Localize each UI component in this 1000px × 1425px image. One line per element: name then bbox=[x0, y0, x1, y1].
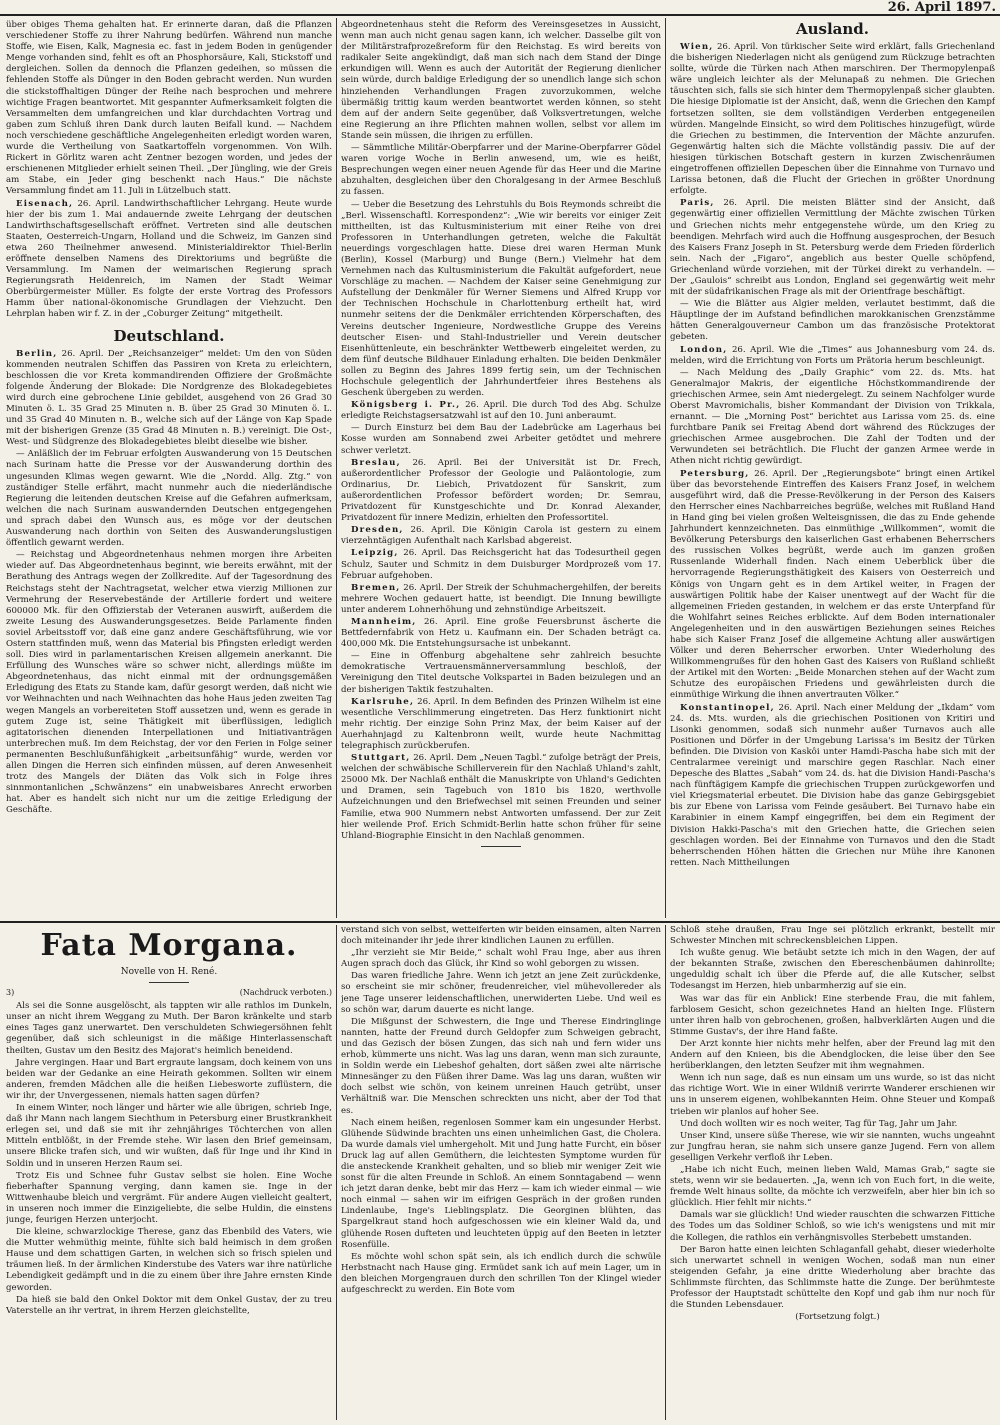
article-end-rule bbox=[481, 846, 521, 847]
article-petersburg: Petersburg, 26. April. Der „Regierungsbote“ bringt einen Artikel über das bevorstehende Eintreffen des Kaisers Franz Josef, in welchem ausgeführt wird, daß die Presse-Revölkerung in der Person des Kaisers den Herrscher eines Nachbarreiches begrüße, welches mit Rußland Hand in Hand ging bei vielen großen Welteisgnissen, die das zu Ende gehende Jahrhundert kennzeichneten. Das einmüthige „Willkommen“, womit die Bevölkerung Petersburgs den kaiserlichen Gast erhabenen Beherrschers des russischen Volkes begrüßt, werde auch im ganzen großen Russenlande Widerhall finden. Nach einem Ueberblick über die hervorragende Regierungsthätigkeit des Kaisers von Oesterreich und Königs von Ungarn geht es in dem Artikel weiter, in Fragen der auswärtigen Politik habe der Kaiser unentwegt auf der Wacht für die allgemeinen Frieden gestanden, in welchem er das erste Unterpfand für die Wohlfahrt seines Reiches erblickte. Auf dem Boden internationaler Angelegenheiten und in den auswärtigen Beziehungen seines Reiches habe sich Kaiser Franz Josef die allgemeine Achtung aller auswärtigen Völker und deren Beherrscher erworben. Unter Wiederholung des Willkommengrußes für den hohen Gast des Kaisers von Rußland schließt der Artikel mit den Worten: „Beide Monarchen stehen auf der Wacht zum Schutze des europäischen Friedens und gewährleisten durch die einmüthige Wirkung die ihnen anvertrauten Völker.“ bbox=[670, 468, 995, 701]
place-london: London, bbox=[680, 344, 728, 355]
title-rule bbox=[149, 982, 189, 983]
place-koenigsberg: Königsberg i. Pr., bbox=[351, 400, 461, 411]
place-eisenach: Eisenach, bbox=[16, 198, 74, 209]
story-paragraph: Damals war sie glücklich! Und wieder rauschten die schwarzen Fittiche des Todes um das Soldiner Schloß, so wie ich's wenigstens und mit mir die Kollegen, die rathlos ein verhängnisvolles Sterbebett umstanden. bbox=[670, 1210, 995, 1243]
place-berlin: Berlin, bbox=[16, 348, 58, 359]
feuilleton-divider-1 bbox=[336, 925, 337, 1420]
article-leipzig: Leipzig, 26. April. Das Reichsgericht hat das Todesurtheil gegen Schulz, Sauter und Schmitz in dem Duisburger Mordprozeß vom 17. Februar aufgehoben. bbox=[341, 548, 661, 581]
article-surinam: — Anläßlich der im Februar erfolgten Auswanderung von 15 Deutschen nach Surinam hatte die Presse vor der Auswanderung dorthin des ungesunden Klimas wegen gewarnt. Wie die „Nordd. Allg. Ztg.“ von zuständiger Stelle erfährt, macht nunmehr auch die niederländische Regierung die leitenden deutschen Kreise auf die Gefahren aufmerksam, welchen die nach Surinam auswandernden Deutschen entgegengehen und sprach dabei den Wunsch aus, es möge vor der deutschen Auswanderung nach dorthin von Seiten des Auswanderungslustigen öffentlich gewarnt werden. bbox=[6, 449, 332, 549]
story-paragraph: Ich wußte genug. Wie betäubt setzte ich mich in den Wagen, der auf der bekannten Straße, zwischen den Ebereschenbäumen dahinrollte; ungeduldig schalt ich über die Pferde auf, die alle Kutscher, selbst Todesangst im Herzen, hieb unbarmherzig auf sie ein. bbox=[670, 948, 995, 992]
column-1 bbox=[6, 20, 332, 915]
article-agriculture-lecture: über obiges Thema gehalten hat. Er erinnerte daran, daß die Pflanzen verschiedener Stoffe zu ihrer Nahrung bedürfen. Während nun manche Stoffe, wie Eisen, Kalk, Magnesia ec. fast in jedem Boden in genügender Menge vorhanden sind, fehlt es oft an Phosphorsäure, Kali, Stickstoff und dergleichen. Sollen da dennoch die Pflanzen gedeihen, so müssen die fehlenden Stoffe als Dünger in den Boden gebracht werden. Nun wurden die stickstoffhaltigen Dünger der Reihe nach besprochen und mehrere wichtige Fragen beantwortet. Mit gespannter Aufmerksamkeit folgten die Versammelten dem umfangreichen und klar durchdachten Vortrag und gaben zum Schluß ihren Dank durch lauten Beifall kund. — Nachdem noch verschiedene geschäftliche Angelegenheiten erledigt worden waren, wurde die Vertheilung von Saatkartoffeln vorgenommen. Von Wilh. Rickert in Görlitz waren acht Zentner bezogen worden, und jedes der erschienenen Mitglieder erhielt seinen Theil. „Der Jüngling, wie der Greis am Stabe, ein Jeder ging beschenkt nach Haus.“ Die nächste Versammlung findet am 11. Juli in Lützelbuch statt. bbox=[6, 20, 332, 197]
story-paragraph: Die Mißgunst der Schwestern, die Inge und Therese Eindringlinge nannten, hatte der Freund durch Geldopfer zum Schweigen gebracht, und das Gezisch der bösen Zungen, das sich nah und fern wider uns erhob, kümmerte uns nicht. Was lag uns daran, wenn man sich zuraunte, in Soldin werde ein Liebeshof gehalten, dort säßen zwei alte närrische Minnesänger zu den Füßen ihrer Dame. Was lag uns daran, wußten wir doch selbst wie schön, von keinem unreinen Hauch getrübt, unser Verhältniß war. Die Menschen schreckten uns nicht, aber der Tod that es. bbox=[341, 1016, 661, 1116]
article-paris: Paris, 26. April. Die meisten Blätter sind der Ansicht, daß gegenwärtig einer offiziellen Vermittlung der Mächte zwischen Türken und Griechen nichts mehr entgegenstehe würde, um den Krieg zu beendigen. Mehrfach wird auch die Hoffnung ausgesprochen, der Besuch des Kaisers Franz Joseph in St. Petersburg werde dem Frieden förderlich sein. Nach der „Figaro“, angeblich aus bester Quelle schöpfend, Griechenland würde vorziehen, mit der Türkei direkt zu verhandeln. — Der „Gaulois“ schreibt aus London, England sei gegenwärtig weit mehr mit der südafrikanischen Frage als mit der Orientfrage beschäftigt. bbox=[670, 198, 995, 298]
article-reichstag: — Reichstag und Abgeordnetenhaus nehmen morgen ihre Arbeiten wieder auf. Das Abgeordnetenhaus beginnt, wie bereits erwähnt, mit der Berathung des Antrags wegen der Zollkredite. Auf der Tagesordnung des Reichstags steht der Nachtragsetat, welcher etwa vierzig Millionen zur Vermehrung der Reservebestände der Artillerie fordert und weitere 600000 Mk. für den Offizierstab der Veteranen auswirft, außerdem die zweite Lesung des Auswanderungsgesetzes. Beide Parlamente finden soviel Arbeitsstoff vor, daß eine ganz andere Geschäftsführung, wie vor Ostern stattfinden muß, wenn das Material bis Pfingsten erledigt werden soll. Dies wird in parlamentarischen Kreisen allgemein anerkannt. Die Erfüllung des Wunsches wäre so schwer nicht, allerdings müßte im Abgeordnetenhaus, das nicht einmal mit der ordnungsgemäßen Erledigung des Etats zu Stande kam, dafür gesorgt werden, daß nicht wie vor Weihnachten und nach Weihnachten das hohe Haus jeden zweiten Tag wegen Mangels an vorbereiteten Stoff aussetzen und, wenn es gerade in gutem Zuge ist, seine Thätigkeit mit überflüssigen, lediglich agitatorischen dienenden Interpellationen und Initiativanträgen unterbrechen muß. Im dem Reichstag, der vor den Ferien in Folge seiner permanenten Beschlußunfähigkeit „arbeitsunfähig“ wurde, werden vor allen Dingen die Herren sich einfinden müssen, auf deren Anwesenheit trotz des Mangels der Diäten das Volk sich in Folge ihres sinnmontanlichen „Schwänzens“ ein unabweisbares Anrecht erworben hat. Aber es handelt sich nicht nur um die zeitige Erledigung der Geschäfte. bbox=[6, 550, 332, 816]
column-divider-2 bbox=[665, 18, 666, 918]
story-paragraph: Nach einem heißen, regenlosen Sommer kam ein ungesunder Herbst. Glühende Südwinde brachten uns einen unheimlichen Gast, die Cholera. Da wurde damals viel umhergeholt. Mit und Jung hatte Furcht, ein böser Druck lag auf allen Gemüthern, die leichtesten Symptome wurden für die ansteckende Krankheit gehalten, und so blieb mir weniger Zeit wie sonst für die alten Freunde in Schloß. An einem Sonntagabend — wenn ich jetzt daran denke, bebt mir das Herz — kam ich wieder einmal — wie noch einmal — sahen wir im eifrigen Gespräch in der großen runden Lindenlaube, Inge's Lieblingsplatz. Die Georginen blühten, das Spargelkraut stand hoch aufgeschossen wie ein kleiner Wald da, und glühende Rosen dufteten und leuchteten üppig auf den Beeten in letzter Rosenfülle. bbox=[341, 1117, 661, 1250]
article-berlin-blokade: Berlin, 26. April. Der „Reichsanzeiger“ meldet: Um den von Süden kommenden neutralen Schiffen das Passiren von Kreta zu erleichtern, beschlossen die vor Kreta kommandirenden Offiziere der Großmächte folgende Änderung der Blokade: Die Nordgrenze des Blokadegebietes wird durch eine gebrochene Linie gebildet, ausgehend von 26 Grad 30 Minuten ö. L. 35 Grad 25 Minuten n. B. über 25 Grad 30 Minuten ö. L. und 35 Grad 40 Minuten n. B., welche sich auf der Länge von Kap Spade mit der bisherigen Grenze (35 Grad 48 Minuten n. B.) vereinigt. Die Ost-, West- und Südgrenze des Blokadegebietes bleibt dieselbe wie bisher. bbox=[6, 348, 332, 448]
story-paragraph: verstand sich von selbst, wetteiferten wir beiden einsamen, alten Narren doch miteinander ihr jede ihrer kindlichen Launen zu erfüllen. bbox=[341, 925, 661, 947]
place-stuttgart: Stuttgart, bbox=[351, 753, 411, 764]
article-breslau: Breslau, 26. April. Bei der Universität ist Dr. Frech, außerordentlicher Professor der Geologie und Paläontologie, zum Ordinarius, Dr. Liebich, Privatdozent für Sanskrit, zum außerordentlichen Professor befördert worden; Dr. Semrau, Privatdozent für Kunstgeschichte und Dr. Konrad Alexander, Privatdozent für innere Medizin, erhielten den Professortitel. bbox=[341, 457, 661, 524]
place-leipzig: Leipzig, bbox=[351, 548, 399, 559]
place-karlsruhe: Karlsruhe, bbox=[351, 696, 415, 707]
feuilleton-column-2 bbox=[341, 925, 661, 1420]
section-heading-ausland: Ausland. bbox=[795, 20, 870, 38]
article-dresden: Dresden, 26. April. Die Königin Carola ist gestern zu einem vierzehntägigen Aufenthalt nach Karlsbad abgereist. bbox=[341, 525, 661, 547]
article-vereinsgesetz: Abgeordnetenhaus steht die Reform des Vereinsgesetzes in Aussicht, wenn man auch nicht genau sagen kann, ich welcher. Dasselbe gilt von der Militärstrafprozeßreform für den Reichstag. Es wird bereits von radikaler Seite angekündigt, daß man sich nach dem Stand der Dinge erkundigen will. Wenn es auch der Autorität der Regierung dienlicher sein würde, durch baldige Erledigung der so unendlich lange sich schon hinziehenden Verhandlungen Fragen zuvorzukommen, welche übermäßig trittig kaum werden beantwortet werden können, so steht dem auf der andern Seite gegenüber, daß Volksvertretungen, welche eine Regierung an ihre Pflichten mahnen wollen, selbst vor allem im Stande sein müssen, die ihrigen zu erfüllen. bbox=[341, 20, 661, 141]
feuilleton-column-1 bbox=[6, 925, 332, 1420]
article-wien: Wien, 26. April. Von türkischer Seite wird erklärt, falls Griechenland die bisherigen Niederlagen nicht als genügend zum Rückzuge betrachten sollte, würde die Türken nach Athen marschiren. Der Thermopylenpaß wäre ungleich leichter als der Melunapaß zu nehmen. Die Griechen täuschten sich, falls sie sich hinter dem Thermopylenpaß sicher glaubten. Die hiesige Diplomatie ist der Ansicht, daß, wenn die Griechen den Kampf fortsetzen sollten, sie dem vollständigen Verderben entgegeneilen würden. Mangelnde Einsicht, so wird dem Politisches hinzugefügt, würde die Griechen zu bestimmen, die Intervention der Mächte anzurufen. Gegenwärtig halten sich die Mächte vollständig passiv. Die auf der hiesigen türkischen Botschaft gestern in kurzen Zwischenräumen eingetroffenen offiziellen Depeschen über die Einnahme von Turnavo und Larissa betonen, daß die Flucht der Griechen in größter Unordnung erfolgte. bbox=[670, 42, 995, 197]
article-daily-graphic: — Nach Meldung des „Daily Graphic“ vom 22. ds. Mts. hat Generalmajor Makris, der eigentliche Höchstkommandirende der griechischen Armee, sein Amt niedergelegt. Zu seinem Nachfolger wurde Oberst Mavromichalis, bisher Kommandant der Division von Trikkala, ernannt. — Die „Morning Post“ berichtet aus Larissa vom 25. ds. eine furchtbare Panik sei Freitag Abend dort während des Rückzuges der griechischen Armee ausgebrochen. Die Zahl der Todten und der Verwundeten sei beträchtlich. Die Flucht der ganzen Armee werde in Athen nicht richtig gewürdigt. bbox=[670, 367, 995, 467]
story-paragraph: Der Arzt konnte hier nichts mehr helfen, aber der Freund lag mit den Andern auf den Knieen, bis die Abendglocken, die leise über den See herüberklangen, den letzten Seufzer mit ihm wegnahmen. bbox=[670, 1038, 995, 1072]
story-paragraph: Da hieß sie bald den Onkel Doktor mit dem Onkel Gustav, der zu treu Vaterstelle an ihr vertrat, in ihrem Herzen gleichstellte, bbox=[6, 1294, 332, 1316]
article-offenburg: — Eine in Offenburg abgehaltene sehr zahlreich besuchte demokratische Vertrauensmännerversammlung beschloß, der Vereinigung den Titel deutsche Volkspartei in Baden beizulegen und an der bisherigen Taktik festzuhalten. bbox=[341, 651, 661, 695]
place-mannheim: Mannheim, bbox=[351, 616, 417, 627]
place-paris: Paris, bbox=[680, 198, 715, 209]
article-karlsruhe: Karlsruhe, 26. April. In dem Befinden des Prinzen Wilhelm ist eine wesentliche Verschlimmerung eingetreten. Das Herz funktionirt nicht mehr richtig. Der einzige Sohn Prinz Max, der beim Kaiser auf der Auerhahnjagd zu Kaltenbronn weilt, wurde heute Nachmittag telegraphisch zurückberufen. bbox=[341, 696, 661, 751]
story-paragraph: Unser Kind, unsere süße Therese, wie wir sie nannten, wuchs ungeahnt zur Jungfrau heran, sie nahm sich unsere ganze Jugend. Fern von allem geselligen Verkehr verfloß ihr Leben. bbox=[670, 1130, 995, 1163]
article-london: London, 26. April. Wie die „Times“ aus Johannesburg vom 24. ds. melden, wird die Errichtung von Forts um Prätoria herum beschleunigt. bbox=[670, 344, 995, 366]
place-dresden: Dresden, bbox=[351, 525, 404, 536]
article-mannheim: Mannheim, 26. April. Eine große Feuersbrunst äscherte die Bettfedernfabrik von Hetz u. Kaufmann ein. Der Schaden beträgt ca. 400,000 Mk. Die Entstehungsursache ist unbekannt. bbox=[341, 616, 661, 650]
place-petersburg: Petersburg, bbox=[680, 468, 750, 479]
article-ladebruecke: — Durch Einsturz bei dem Bau der Ladebrücke am Lagerhaus bei Kosse wurden am Sonnabend zwei Arbeiter getödtet und mehrere schwer verletzt. bbox=[341, 423, 661, 456]
story-paragraph: Schloß stehe draußen, Frau Inge sei plötzlich erkrankt, bestellt mir Schwester Minchen mit schreckensbleichen Lippen. bbox=[670, 925, 995, 947]
story-paragraph: „Habe ich nicht Euch, meinen lieben Wald, Mamas Grab,“ sagte sie stets, wenn wir sie bedauerten. „Ja, wenn ich von Euch fort, in die weite, fremde Welt hinaus sollte, da möchte ich verzweifeln, aber hier bin ich so glücklich. Hier fehlt mir nichts.“ bbox=[670, 1164, 995, 1209]
place-breslau: Breslau, bbox=[351, 457, 401, 468]
place-bremen: Bremen, bbox=[351, 582, 401, 593]
place-wien: Wien, bbox=[680, 42, 714, 52]
installment-meta bbox=[6, 987, 332, 998]
place-konstantinopel: Konstantinopel, bbox=[680, 702, 775, 713]
reprint-notice: (Nachdruck verboten.) bbox=[239, 988, 332, 998]
article-lehrstuhl: — Ueber die Besetzung des Lehrstuhls du Bois Reymonds schreibt die „Berl. Wissenschaftl. Korrespondenz“: „Wie wir bereits vor einiger Zeit mittheilten, ist das Kultusministerium mit einer Reihe von drei Professoren in Unterhandlungen getreten, welche die Fakultät neuerdings vorgeschlagen hatte. Diese drei waren Herman Munk (Berlin), Kossel (Marburg) und Bunge (Bern.) Vielmehr hat dem Vernehmen nach das Kultusministerium die Fakultät aufgefordert, neue Vorschläge zu machen. — Nachdem der Kaiser seine Genehmigung zur Aufstellung der Denkmäler für Werner Siemens und Alfred Krupp vor der Technischen Hochschule in Charlottenburg ertheilt hat, wird nunmehr seitens der die Denkmäler errichtenden Körperschaften, des Vereins deutscher Ingenieure, Nordwestliche Gruppe des Vereins deutscher Eisen- und Stahl-Industrieller und Verein deutscher Eisenhüttenleute, ein beschränkter Wettbewerb eingeleitet werden, zu dem fünf deutsche Bildhauer Einladung erhalten. Die beiden Denkmäler sollen zu Beginn des Jahres 1899 fertig sein, um der Technischen Hochschule gelegentlich der Jahrhundertfeier ihres Bestehens als Geschenk übergeben zu werden. bbox=[341, 199, 661, 399]
column-2 bbox=[341, 20, 661, 915]
story-paragraph: Trotz Eis und Schnee fuhr Gustav selbst sie holen. Eine Woche fieberhafter Spannung verging, dann kamen sie. Inge in der Wittwenhaube bleich und vergrämt. Für andere Augen vielleicht gealtert, in unseren noch immer die Einzigeliebte, die selbe Huldin, die einstens junge, feurigen Herzen unterjocht. bbox=[6, 1170, 332, 1225]
article-militaer-oberpfarrer: — Sämmtliche Militär-Oberpfarrer und der Marine-Oberpfarrer Gödel waren vorige Woche in Berlin anwesend, um, wie es heißt, Besprechungen wegen einer neuen Agende für das Heer und die Marine abzuhalten, desgleichen über den Choralgesang in der Armee Beschluß zu fassen. bbox=[341, 143, 661, 198]
story-paragraph: Jahre vergingen. Haar und Bart ergraute langsam, doch keinem von uns beiden war der Gedanke an eine Heirath gekommen. Sollten wir einem anderen, fremden Mädchen alle die heißen Liebesworte zuflüstern, die wir ihr, der Unvergessenen, niemals hatten sagen dürfen? bbox=[6, 1057, 332, 1101]
column-divider-1 bbox=[336, 18, 337, 918]
story-paragraph: Der Baron hatte einen leichten Schlaganfall gehabt, dieser wiederholte sich unerwartet schnell in wenigen Wochen, sodaß man nun einer steigenden Gefahr, ja eine dritte Wiederholung aber brachte das Schlimmste fürchten, das Schlimmste hatte die Zunge. Der berühmteste Professor der Hauptstadt schüttelte den Kopf und gab ihm nur noch für die Stunden Lebensdauer. bbox=[670, 1244, 995, 1311]
story-paragraph: Wenn ich nun sage, daß es nun einsam um uns wurde, so ist das nicht das richtige Wort. Wie in einer Wildniß verirrte Wanderer erschienen wir uns in unserem eigenen, wohlbekannten Heim. Ohne Steuer und Kompaß trieben wir planlos auf hoher See. bbox=[670, 1073, 995, 1117]
story-paragraph: Als sei die Sonne ausgelöscht, als tappten wir alle rathlos im Dunkeln, unser an nicht ihrem Weggang zu Muth. Der Baron kränkelte und starb eines Tages ganz unerwartet. Den verschuldeten Schwiegersöhnen fehlt gegenüber, daß sich schleunigst in die mäßige Hinterlassenschaft theilten, Gustav um den Besitz des Majorat's heimlich beneidend. bbox=[6, 1001, 332, 1056]
story-paragraph: Und doch wollten wir es noch weiter, Tag für Tag, Jahr um Jahr. bbox=[680, 1118, 958, 1129]
continuation-note: (Fortsetzung folgt.) bbox=[795, 1312, 880, 1323]
feuilleton-column-3 bbox=[670, 925, 995, 1420]
feuilleton-divider-2 bbox=[665, 925, 666, 1420]
article-algier: — Wie die Blätter aus Algier melden, verlautet bestimmt, daß die Häuptlinge der im Aufstand befindlichen marokkanischen Grenzstämme hätten Generalgouverneur Cambon um das französische Protektorat gebeten. bbox=[670, 299, 995, 343]
article-bremen: Bremen, 26. April. Der Streik der Schuhmachergehilfen, der bereits mehrere Wochen gedauert hatte, ist beendigt. Die Innung bewilligte unter anderem Lohnerhöhung und zehnstündige Arbeitszeit. bbox=[341, 582, 661, 615]
article-konstantinopel: Konstantinopel, 26. April. Nach einer Meldung der „Ikdam“ vom 24. ds. Mts. wurden, als die griechischen Positionen von Kritiri und Lisonki genommen, sodaß sich nunmehr außer Turnavos auch alle Positionen und Dörfer in der Umgebung Larissa's im Besitz der Türken befinden. Die Division von Kaskôi unter Hamdi-Pascha habe sich mit der Centralarmee vereinigt und marschire gegen Raschlar. Nach einer Depesche des Blattes „Sabah“ vom 24. ds. hat die Division Handi-Pascha's nach fünftägigem Kampfe die griechischen Truppen zurückgeworfen und viel Kriegsmaterial erbeutet. Die Division habe das ganze Gebirgsgebiet bis zur Ebene von Larissa vom Feinde gesäubert. Bei Turnavo habe ein Karabinier in einem Kampf eingegriffen, bei dem ein Regiment der Division Hakki-Pascha's mit den Griechen hatte, die Griechen seien geschlagen worden. Bei der Einnahme von Turnavos und den die Stadt beherrschenden Höhen hätten die Griechen nur Mühe ihre Kanonen retten. Nach Mittheilungen bbox=[670, 702, 995, 868]
article-koenigsberg: Königsberg i. Pr., 26. April. Die durch Tod des Abg. Schulze erledigte Reichstagsersatzwahl ist auf den 10. Juni anberaumt. bbox=[341, 400, 661, 422]
article-stuttgart: Stuttgart, 26. April. Dem „Neuen Tagbl.“ zufolge beträgt der Preis, welchen der schwäbische Schillerverein für den Nachlaß Uhland's zahlt, 25000 Mk. Der Nachlaß enthält die Manuskripte von Uhland's Gedichten und Dramen, sein Tagebuch von 1810 bis 1820, werthvolle Aufzeichnungen und den Briefwechsel mit seinen Freunden und seiner Familie, etwa 900 Nummern nebst Antworten umfassend. Der zur Zeit hier weilende Prof. Erich Schmidt-Berlin hatte schon früher für seine Uhland-Biographie Einsicht in den Nachlaß genommen. bbox=[341, 753, 661, 841]
installment-number: 3) bbox=[6, 988, 15, 998]
story-paragraph: In einem Winter, noch länger und härter wie alle übrigen, schrieb Inge, daß ihr Mann nach langem Siechthum in Petersburg einer Brustkrankheit erlegen sei, und daß sie mit ihr zehnjähriges Töchterchen von allen Mitteln entblößt, in der Fremde stehe. Wir lasen den Brief gemeinsam, unsere Blicke trafen sich, und wir wußten, daß für Inge und ihr Kind in Soldin und in unseren Herzen Raum sei. bbox=[6, 1103, 332, 1169]
story-paragraph: Es möchte wohl schon spät sein, als ich endlich durch die schwüle Herbstnacht nach Hause ging. Ermüdet sank ich auf mein Lager, um in den bleichen Morgengrauen durch den schrillen Ton der Klingel wieder aufgeschreckt zu werden. Ein Bote vom bbox=[341, 1251, 661, 1295]
story-paragraph: Die kleine, schwarzlockige Therese, ganz das Ebenbild des Vaters, wie die Mutter wehmüthig meinte, fühlte sich bald heimisch in dem großen Hause und dem schattigen Garten, in welchen sich so frisch spielen und träumen ließ. In der ärmlichen Kinderstube des Vaters war ihre natürliche Lebendigkeit gedämpft und in die zu einem über ihre Jahre ernsten Kinde geworden. bbox=[6, 1227, 332, 1293]
feuilleton-divider bbox=[0, 921, 1000, 923]
article-eisenach: Eisenach, 26. April. Landwirthschaftlicher Lehrgang. Heute wurde hier der bis zum 1. Mai andauernde zweite Lehrgang der deutschen Landwirthschaftsgesellschaft eröffnet. Vertreten sind alle deutschen Staaten, Oesterreich-Ungarn, Holland und die Schweiz, im Ganzen sind etwa 260 Theilnehmer anwesend. Ministerialdirektor Thiel-Berlin eröffnete denselben Namens des Direktoriums und begrüßte die Versammlung. Im Namen der weimarischen Regierung sprach Regierungsrath Heidenreich, im Namen der Stadt Weimar Oberbürgermeister Müller. Es folgte der erste Vortrag des Professors Hamm über national-ökonomische Grundlagen der Viehzucht. Den Lehrplan haben wir f. Z. in der „Coburger Zeitung“ mitgetheilt. bbox=[6, 198, 332, 320]
story-paragraph: Was war das für ein Anblick! Eine sterbende Frau, die mit fahlem, farblosem Gesicht, schon gezeichnetes Hand an hielten Inge. Flüstern unter ihren halb von gebrochenen, großen, halbverklärten Augen und die Stimme Gustav's, der ihre Hand faßte. bbox=[670, 993, 995, 1037]
top-rule bbox=[0, 14, 1000, 16]
issue-date: 26. April 1897. bbox=[887, 0, 996, 15]
section-heading-deutschland: Deutschland. bbox=[113, 326, 225, 345]
feuilleton-title: Fata Morgana. bbox=[40, 928, 298, 963]
column-3 bbox=[670, 20, 995, 915]
story-paragraph: Das waren friedliche Jahre. Wenn ich jetzt an jene Zeit zurückdenke, so erscheint sie mir schöner, freudenreicher, viel mühevollereder als jene Tage unserer leidenschaftlichen, unerwiderten Liebe. Und weil es so schön war, darum dauerte es nicht lange. bbox=[341, 971, 661, 1015]
feuilleton-subtitle: Novelle von H. René. bbox=[120, 967, 218, 977]
story-paragraph: „Ihr verzieht sie Mir Beide,“ schalt wohl Frau Inge, aber aus ihren Augen sprach doch das Glück, ihr Kind so wohl geborgen zu wissen. bbox=[341, 948, 661, 970]
